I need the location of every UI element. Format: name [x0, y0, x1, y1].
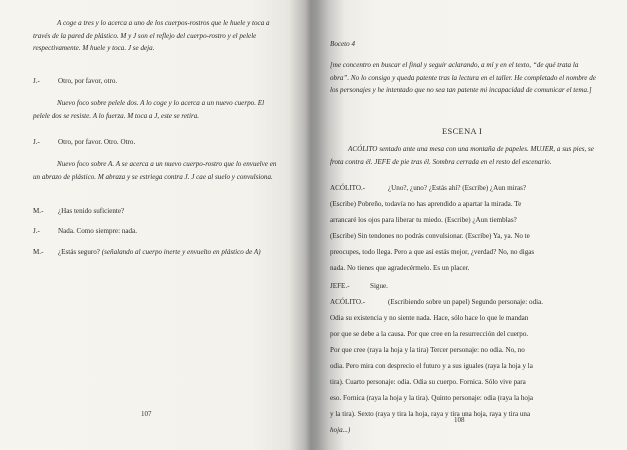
- speaker-j-3: J.-: [33, 227, 40, 235]
- acolito2-line-0: (Escribiendo sobre un papel) Segundo personaje: odia.: [388, 298, 544, 306]
- acolito2-line-8: hoja...): [330, 426, 351, 434]
- acolito-line-4: preocupes, todo llega. Pero a que así estás mejor, ¿verdad? No, no digas: [330, 248, 535, 256]
- dialogue-j-2: Otro, por favor. Otro. Otro.: [58, 138, 136, 146]
- acolito2-line-1: Odia su existencia y no siente nada. Hace, sólo hace lo que le mandan: [330, 314, 529, 322]
- boceto-note: [me concentro en buscar el final y seguir aclarando, a mí y en el texto, “de qué trata la obra”. No lo consigo y queda patente tras la lectura en el taller. He completado el nombre de los personajes y he intentado que no sea tan patente mi incapacidad de comunicar el tema.]: [330, 61, 596, 95]
- speaker-m-2: M.-: [33, 248, 44, 256]
- dialogue-m-2: [58, 246, 278, 259]
- acolito-line-2: arrancaré los ojos para liberar tu miedo. (Escribe) ¿Aun tiemblas?: [330, 216, 517, 224]
- acolito-line-1: (Escribe) Pobreño, todavía no has aprendido a apartar la mirada. Te: [330, 200, 522, 208]
- acolito2-line-7: y la tira). Sexto (raya y tira la hoja, raya y tira una hoja, raya y tira una: [330, 410, 531, 418]
- speaker-j-1: J.-: [33, 77, 40, 85]
- speaker-j-2: J.-: [33, 138, 40, 146]
- dialogue-m-2-direction: (señalando al cuerpo inerte y envuelto en plástico de A): [101, 248, 261, 256]
- acolito-line-5: nada. No tienes que agradecérmelo. Es un placer.: [330, 264, 470, 272]
- speaker-m-1: M.-: [33, 207, 44, 215]
- acolito-line-0: ¿Uno?, ¿uno? ¿Estás ahí? (Escribe) ¿Aun miras?: [388, 184, 527, 192]
- dialogue-m-2-text: ¿Estás seguro?: [58, 248, 100, 256]
- dialogue-j-1: Otro, por favor, otro.: [58, 77, 118, 85]
- scene-heading: ESCENA I: [442, 127, 483, 136]
- speaker-acolito-1: ACÓLITO.-: [330, 184, 366, 192]
- acolito2-line-6: eso. Fornica (raya la hoja y la tira). Quinto personaje: odia (raya la hoja: [330, 394, 534, 402]
- right-page: [318, 0, 627, 450]
- stage-direction-2: Nuevo foco sobre pelele dos. A lo coge y lo acerca a un nuevo cuerpo. El pelele dos se resiste. A lo fuerza. M toca a J, este se retira.: [33, 99, 265, 120]
- stage-direction-1: A coge a tres y lo acerca a uno de los cuerpos-rostros que le huele y toca a través de la pared de plástico. M y J son el reflejo del cuerpo-rostro y el pelele respectivamente. M huele y toca. J se deja.: [33, 19, 270, 53]
- acolito2-line-2: por que se debe a la causa. Por que cree en la resurrección del cuerpo.: [330, 330, 529, 338]
- page-number-left: 107: [141, 410, 152, 418]
- acolito2-line-4: odia. Pero mira con desprecio el futuro y a sus iguales (raya la hoja y la: [330, 362, 533, 370]
- dialogue-jefe: Sigue.: [370, 282, 388, 290]
- acolito2-line-3: Por que cree (raya la hoja y la tira) Tercer personaje: no odia. No, no: [330, 346, 525, 354]
- speaker-acolito-2: ACÓLITO.-: [330, 298, 366, 306]
- speaker-jefe: JEFE.-: [330, 282, 350, 290]
- acolito-line-3: (Escribe) Sin tendones no podrás convulsionar. (Escribe) Ya, ya. No te: [330, 232, 530, 240]
- scene-stage-direction: ACÓLITO sentado ante una mesa con una montaña de papeles. MUJER, a sus pies, se frota contra él. JEFE de pie tras él. Sombra cerrada en el resto del escenario.: [330, 145, 594, 166]
- boceto-title: Boceto 4: [330, 40, 356, 48]
- page-number-right: 108: [454, 416, 465, 424]
- left-page: [0, 0, 300, 450]
- acolito2-line-5: tira). Cuarto personaje: odia. Odia su cuerpo. Fornica. Sólo vive para: [330, 378, 526, 386]
- dialogue-j-3: Nada. Como siempre: nada.: [58, 227, 137, 235]
- dialogue-m-1: ¿Has tenido suficiente?: [58, 207, 125, 215]
- stage-direction-3: Nuevo foco sobre A. A se acerca a un nuevo cuerpo-rostro que lo envuelve en un abrazo de plástico. M abraza y se estriega contra J. J cae al suelo y convulsiona.: [33, 160, 277, 181]
